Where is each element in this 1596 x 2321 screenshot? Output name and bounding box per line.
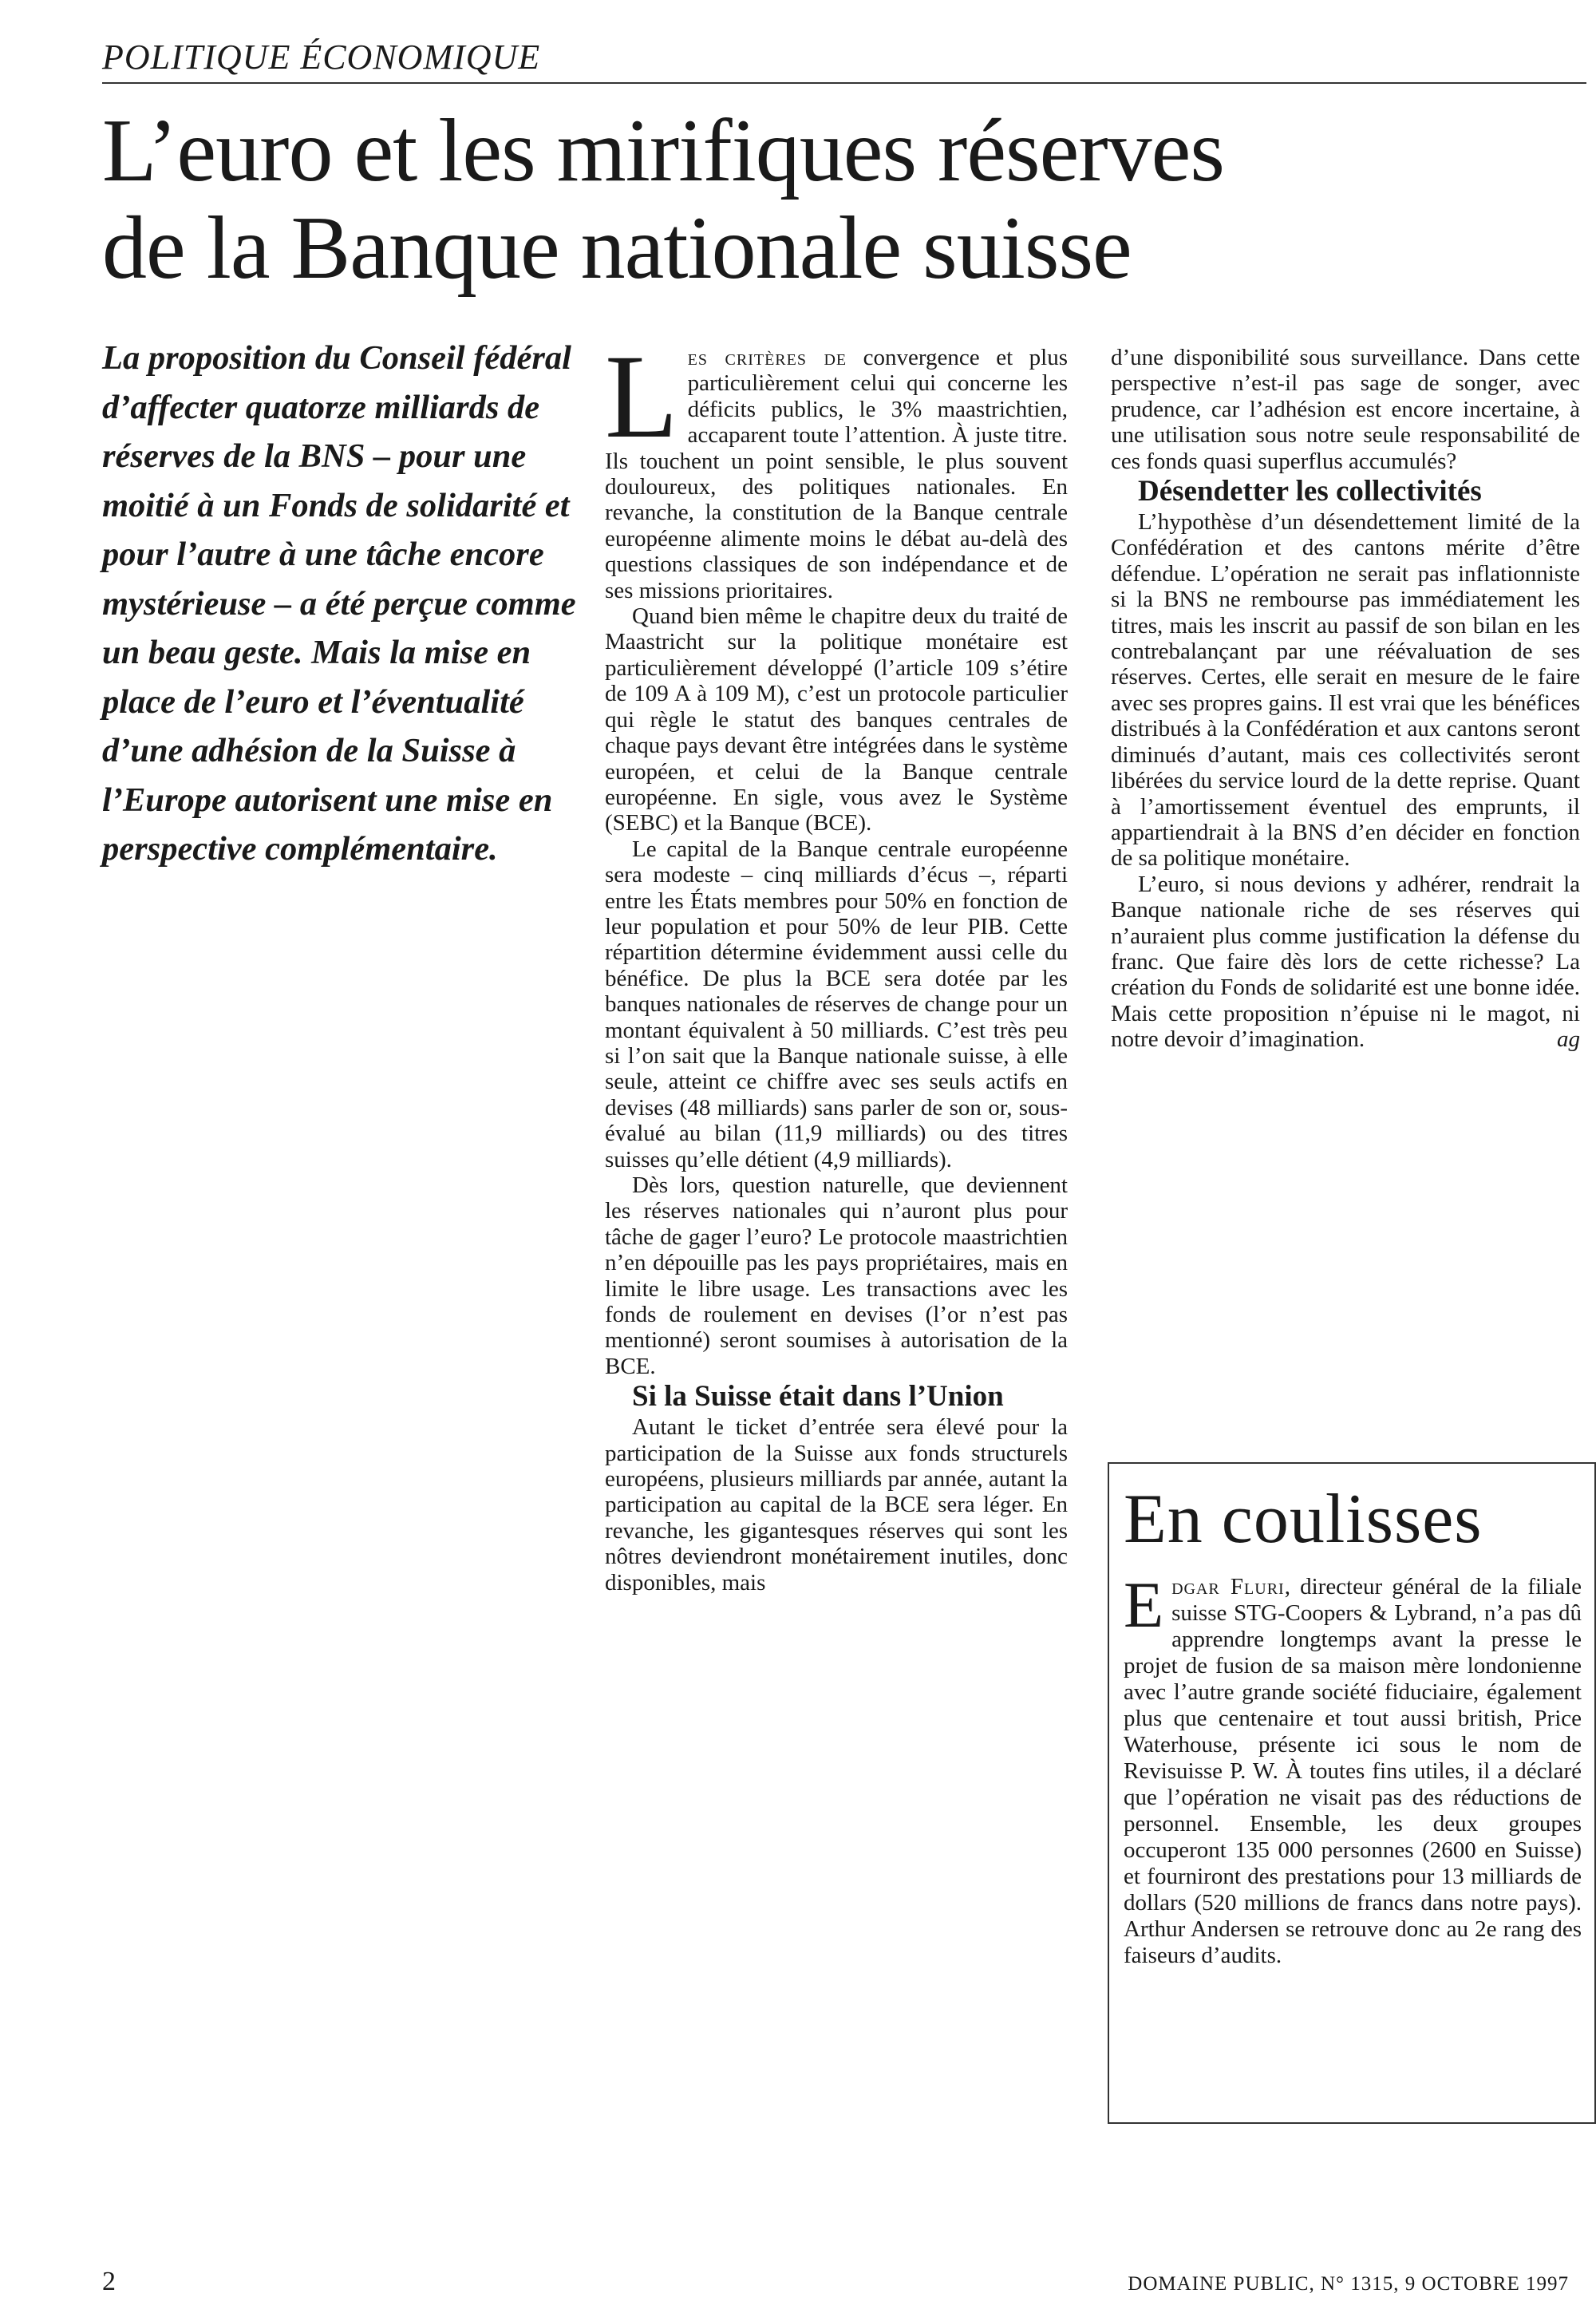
small-caps-name: dgar Fluri bbox=[1171, 1574, 1285, 1599]
article-paragraph: Dès lors, question naturelle, que deviennent les réserves nationales qui n’auront plus pour tâche de gager l’euro? Le protocole maastrichtien n’en dépouille pas les pays propriétaires, mais en limite le libre usage. Les transactions avec les fonds de roulement en devises (l’or n’est pas mentionné) seront soumises à autorisation de la BCE. bbox=[605, 1172, 1068, 1379]
subheading: Désendetter les collectivités bbox=[1138, 475, 1482, 508]
article-column-1 bbox=[605, 330, 1069, 1595]
article-title-line-1: L’euro et les mirifiques réserves bbox=[102, 101, 1224, 200]
small-caps-opening: es critères de bbox=[687, 345, 847, 370]
issue-info: DOMAINE PUBLIC, N° 1315, 9 OCTOBRE 1997 bbox=[1128, 2273, 1569, 2295]
article-paragraph: L’hypothèse d’un désendettement limité de la Confédération et des cantons mérite d’être défendue. L’opération ne serait pas inflationniste si la BNS ne rembourse pas immédiatement les titres, mais les inscrit au passif de son bilan en les contrebalançant par une réévaluation de ses réserves. Certes, elle serait en mesure de le faire avec ses propres gains. Il est vrai que les bénéfices distribués à la Confédération et aux cantons seront diminués d’autant, mais ces collectivités seront libérées du service lourd de la dette reprise. Quant à l’amortissement éventuel des emprunts, il appartiendrait à la BNS d’en décider en fonction de sa politique monétaire. bbox=[1111, 509, 1580, 872]
article-paragraph: Le capital de la Banque centrale européenne sera modeste – cinq milliards d’écus –, réparti entre les États membres pour 50% en fonction de leur population et pour 50% de leur PIB. Cette répartition détermine évidemment aussi celle du bénéfice. De plus la BCE sera dotée par les banques nationales de réserves de change pour un montant équivalent à 50 milliards. C’est très peu si l’on sait que la Banque nationale suisse, à elle seule, atteint ce chiffre avec ses seuls actifs en devises (48 milliards) sans parler de son or, sous-évalué au bilan (11,9 milliards) ou des titres suisses qu’elle détient (4,9 milliards). bbox=[605, 836, 1068, 1172]
sidebar-title: En coulisses bbox=[1124, 1481, 1483, 1558]
article-column-2 bbox=[1111, 345, 1580, 1053]
article-title bbox=[102, 102, 1570, 297]
article-title-line-2: de la Banque nationale suisse bbox=[102, 199, 1132, 298]
article-paragraph: Quand bien même le chapitre deux du traité de Maastricht sur la politique monétaire est particulièrement développé (l’article 109 s’étire de 109 A à 109 M), c’est un protocole particulier qui règle le statut des banques centrales de chaque pays devant être intégrées dans le système européen, et celui de la Banque centrale européenne. En sigle, vous avez le Système (SEBC) et la Banque (BCE). bbox=[605, 603, 1068, 836]
drop-cap: E bbox=[1124, 1568, 1164, 1641]
section-rubric: POLITIQUE ÉCONOMIQUE bbox=[102, 37, 1586, 84]
subheading: Si la Suisse était dans l’Union bbox=[632, 1380, 1004, 1414]
article-paragraph: L’euro, si nous devions y adhérer, rendrait la Banque nationale riche de ses réserves qui n’auraient plus comme justification la défense du franc. Que faire dès lors de cette richesse? La création du Fonds de solidarité est une bonne idée. Mais cette proposition n’épuise ni le magot, ni notre devoir d’imagination. ag bbox=[1111, 871, 1580, 1053]
article-paragraph: Autant le ticket d’entrée sera élevé pour la participation de la Suisse aux fonds structurels européens, plusieurs milliards par année, autant la participation au capital de la BCE sera léger. En revanche, les gigantesques réserves qui sont les nôtres deviendront monétairement inutiles, donc disponibles, mais bbox=[605, 1414, 1068, 1595]
drop-cap: L bbox=[605, 330, 678, 463]
author-signature: ag bbox=[1557, 1026, 1580, 1053]
article-paragraph: Les critères de convergence et plus particulièrement celui qui concerne les déficits publics, le 3% maastrichtien, accaparent toute l’attention. À juste titre. Ils touchent un point sensible, le plus souvent douloureux, des politiques nationales. En revanche, la constitution de la Banque centrale européenne alimente moins le débat au-delà des questions classiques de son indépendance et de ses missions prioritaires. bbox=[605, 330, 1069, 603]
article-paragraph: d’une disponibilité sous surveillance. Dans cette perspective n’est-il pas sage de songer, avec prudence, car l’adhésion est encore incertaine, à une utilisation sous notre seule responsabilité de ces fonds quasi superflus accumulés? bbox=[1111, 345, 1580, 474]
sidebar-text: Edgar Fluri, directeur général de la filiale suisse STG-Coopers & Lybrand, n’a pas dû apprendre longtemps avant la presse le projet de fusion de sa maison mère londonienne avec l’autre grande société fiduciaire, également plus que centenaire et tout aussi british, Price Waterhouse, présente ici sous le nom de Revisuisse P. W. À toutes fins utiles, il a déclaré que l’opération ne visait pas des réductions de personnel. Ensemble, les deux groupes occuperont 135 000 personnes (2600 en Suisse) et fourniront des prestations pour 13 milliards de dollars (520 millions de francs dans notre pays). Arthur Andersen se retrouve donc au 2e rang des faiseurs d’audits. bbox=[1124, 1568, 1582, 1968]
sidebar-box bbox=[1108, 1462, 1596, 2124]
page-number: 2 bbox=[102, 2267, 116, 2296]
article-lead: La proposition du Conseil fédéral d’affecter quatorze milliards de réserves de la BNS – pour une moitié à un Fonds de solidarité et pour l’autre à une tâche encore mystérieuse – a été perçue comme un beau geste. Mais la mise en place de l’euro et l’éventualité d’une adhésion de la Suisse à l’Europe autorisent une mise en perspective complémentaire. bbox=[102, 339, 576, 868]
